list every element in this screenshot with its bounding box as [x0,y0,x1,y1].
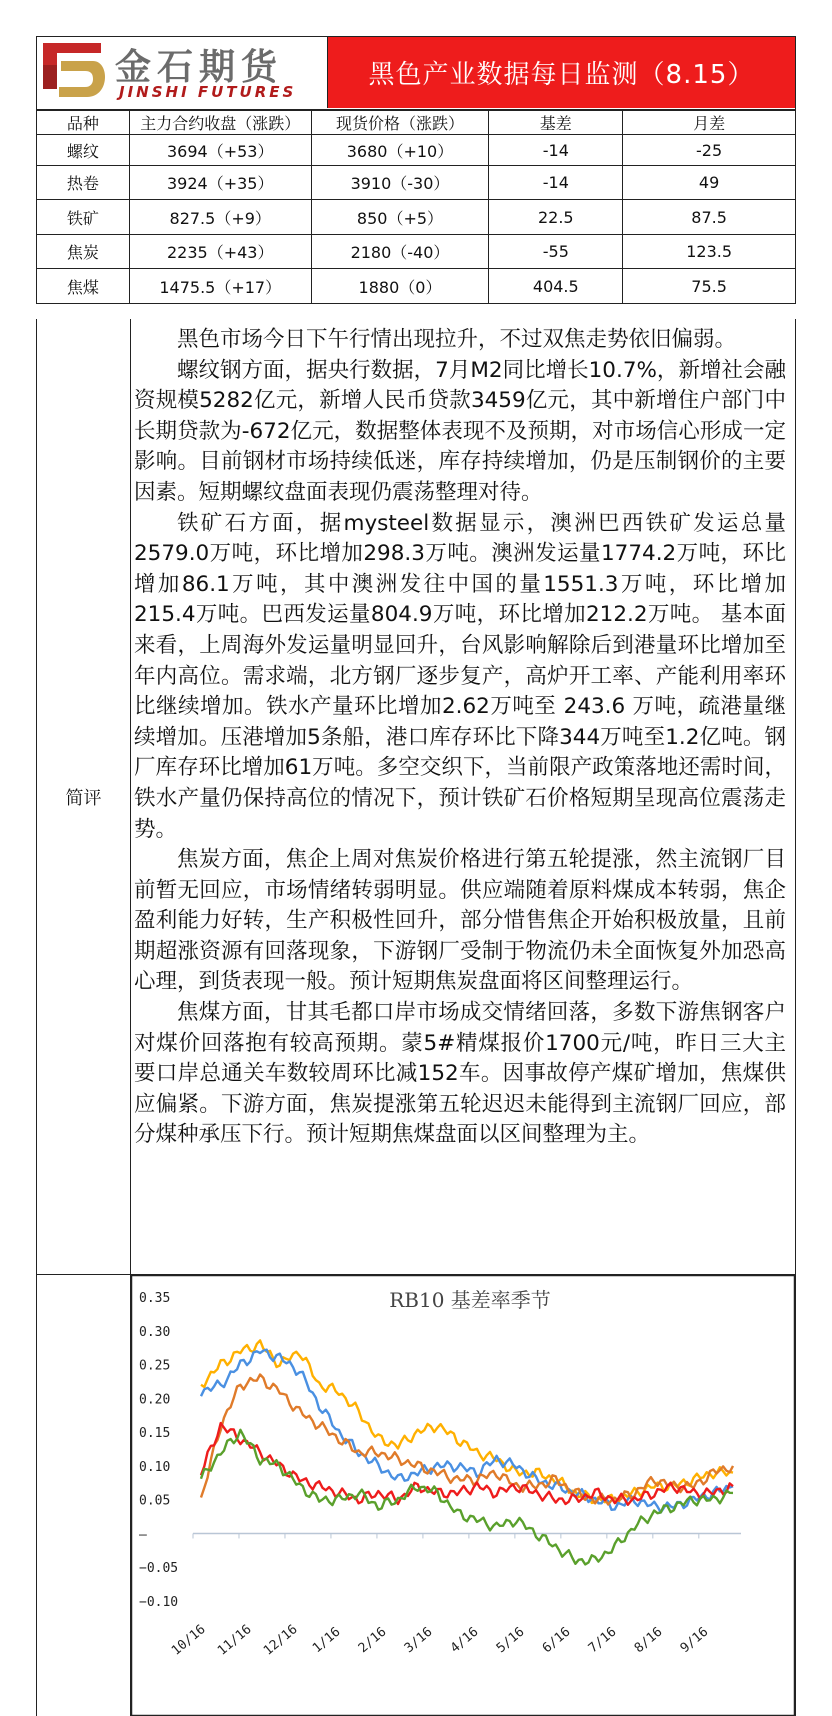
table-cell: 焦煤 [37,269,130,304]
commentary-paragraph: 焦煤方面，甘其毛都口岸市场成交情绪回落，多数下游焦钢客户对煤价回落抱有较高预期。蒙5#精煤报价1700元/吨，昨日三大主要口岸总通关车数较周环比减152车。因事故停产煤矿增加，焦煤供应偏紧。下游方面，焦炭提涨第五轮迟迟未能得到主流钢厂回应，部分煤种承压下行。预计短期焦煤盘面以区间整理为主。 [134,1000,786,1148]
table-header-row [37,111,796,135]
column-header: 基差 [489,111,623,135]
y-tick-label: 0.25 [139,1358,171,1374]
commentary-body [134,325,786,1151]
x-tick-label: 12/16 [260,1621,301,1659]
table-cell: 22.5 [489,200,623,235]
y-tick-label: 0.30 [139,1324,171,1340]
table-cell: -14 [489,135,623,166]
y-tick-label: 0.05 [139,1493,171,1509]
basis-rate-chart-svg [131,1275,795,1716]
table-cell: 87.5 [623,200,796,235]
commentary-section [36,319,796,1275]
commentary-paragraph: 螺纹钢方面，据央行数据，7月M2同比增长10.7%，新增社会融资规模5282亿元，新增人民币贷款3459亿元，其中新增住户部门中长期贷款为-672亿元，数据整体表现不及预期，对市场信心形成一定影响。目前钢材市场持续低迷，库存持续增加，仍是压制钢价的主要因素。短期螺纹盘面表现仍震荡整理对待。 [134,357,786,505]
table-cell: 3680（+10） [311,135,489,166]
column-header: 现货价格（涨跌） [311,111,489,135]
table-cell: 1880（0） [311,269,489,304]
report-header [36,36,796,110]
column-header: 品种 [37,111,130,135]
x-tick-label: 6/16 [539,1624,574,1657]
table-cell: 49 [623,166,796,200]
logo-chinese-text: 金石期货 [115,47,284,88]
table-cell: 焦炭 [37,235,130,269]
table-row [37,235,796,269]
report-sheet [36,36,796,1680]
y-tick-label: −0.05 [139,1561,179,1577]
chart-title: RB10 基差率季节 [389,1288,551,1312]
y-tick-label: 0.35 [139,1291,171,1306]
x-tick-label: 5/16 [493,1624,528,1657]
company-logo [37,37,327,108]
y-tick-label: 0.15 [139,1426,171,1442]
x-tick-label: 8/16 [631,1624,666,1657]
table-cell: -55 [489,235,623,269]
series-line [201,1375,733,1505]
x-tick-label: 1/16 [309,1624,344,1657]
series-line [201,1423,733,1505]
table-cell: -14 [489,166,623,200]
table-cell: -25 [623,135,796,166]
x-tick-label: 2/16 [355,1624,390,1657]
column-header: 主力合约收盘（涨跌） [129,111,311,135]
table-cell: 铁矿 [37,200,130,235]
table-cell: 827.5（+9） [129,200,311,235]
x-tick-label: 4/16 [447,1624,482,1657]
chart-section [36,1275,796,1716]
commentary-paragraph: 铁矿石方面，据mysteel数据显示，澳洲巴西铁矿发运总量2579.0万吨，环比增加298.3万吨。澳洲发运量1774.2万吨，环比增加86.1万吨，其中澳洲发往中国的量1551.3万吨，环比增加215.4万吨。巴西发运量804.9万吨，环比增加212.2万吨。 基本面来看，上周海外发运量明显回升，台风影响解除后到港量环比增加至年内高位。需求端，北方钢厂逐步复产，高炉开工率、产能利用率环比继续增加。铁水产量环比增加2.62万吨至 243.6 万吨，疏港量继续增加。压港增加5条船，港口库存环比下降344万吨至1.2亿吨。钢厂库存环比增加61万吨。多空交织下，当前限产政策落地还需时间，铁水产量仍保持高位的情况下，预计铁矿石价格短期呈现高位震荡走势。 [134,510,786,842]
commentary-paragraph: 焦炭方面，焦企上周对焦炭价格进行第五轮提涨，然主流钢厂目前暂无回应，市场情绪转弱明显。供应端随着原料煤成本转弱，焦企盈利能力好转，生产积极性回升，部分惜售焦企开始积极放量，且前期超涨资源有回落现象，下游钢厂受制于物流仍未全面恢复外加恐高心理，到货表现一般。预计短期焦炭盘面将区间整理运行。 [134,847,786,995]
x-tick-label: 9/16 [677,1624,712,1657]
table-cell: 3694（+53） [129,135,311,166]
table-row [37,135,796,166]
jinshi-logo-icon [39,39,107,101]
table-cell: 2235（+43） [129,235,311,269]
x-tick-label: 11/16 [214,1621,255,1659]
table-cell: 404.5 [489,269,623,304]
x-tick-label: 7/16 [585,1624,620,1657]
title-banner [327,37,795,108]
table-cell: 螺纹 [37,135,130,166]
y-tick-label: 0.10 [139,1459,171,1475]
table-cell: 123.5 [623,235,796,269]
table-cell: 3924（+35） [129,166,311,200]
table-cell: 1475.5（+17） [129,269,311,304]
table-cell: 3910（-30） [311,166,489,200]
commentary-label: 简评 [37,319,131,1274]
x-tick-label: 3/16 [401,1624,436,1657]
commentary-paragraph: 黑色市场今日下午行情出现拉升，不过双焦走势依旧偏弱。 [177,327,737,352]
table-row [37,200,796,235]
x-tick-label: 10/16 [168,1621,209,1659]
table-cell: 75.5 [623,269,796,304]
logo-english-text: JINSHI FUTURES [119,83,297,101]
y-tick-label: – [139,1527,147,1543]
table-row [37,166,796,200]
basis-rate-chart [131,1275,795,1716]
table-cell: 2180（-40） [311,235,489,269]
y-tick-label: 0.20 [139,1392,171,1408]
report-title: 黑色产业数据每日监测（8.15） [368,60,755,90]
table-row [37,269,796,304]
price-table [36,110,796,304]
table-cell: 850（+5） [311,200,489,235]
y-tick-label: −0.10 [139,1595,179,1610]
table-cell: 热卷 [37,166,130,200]
column-header: 月差 [623,111,796,135]
